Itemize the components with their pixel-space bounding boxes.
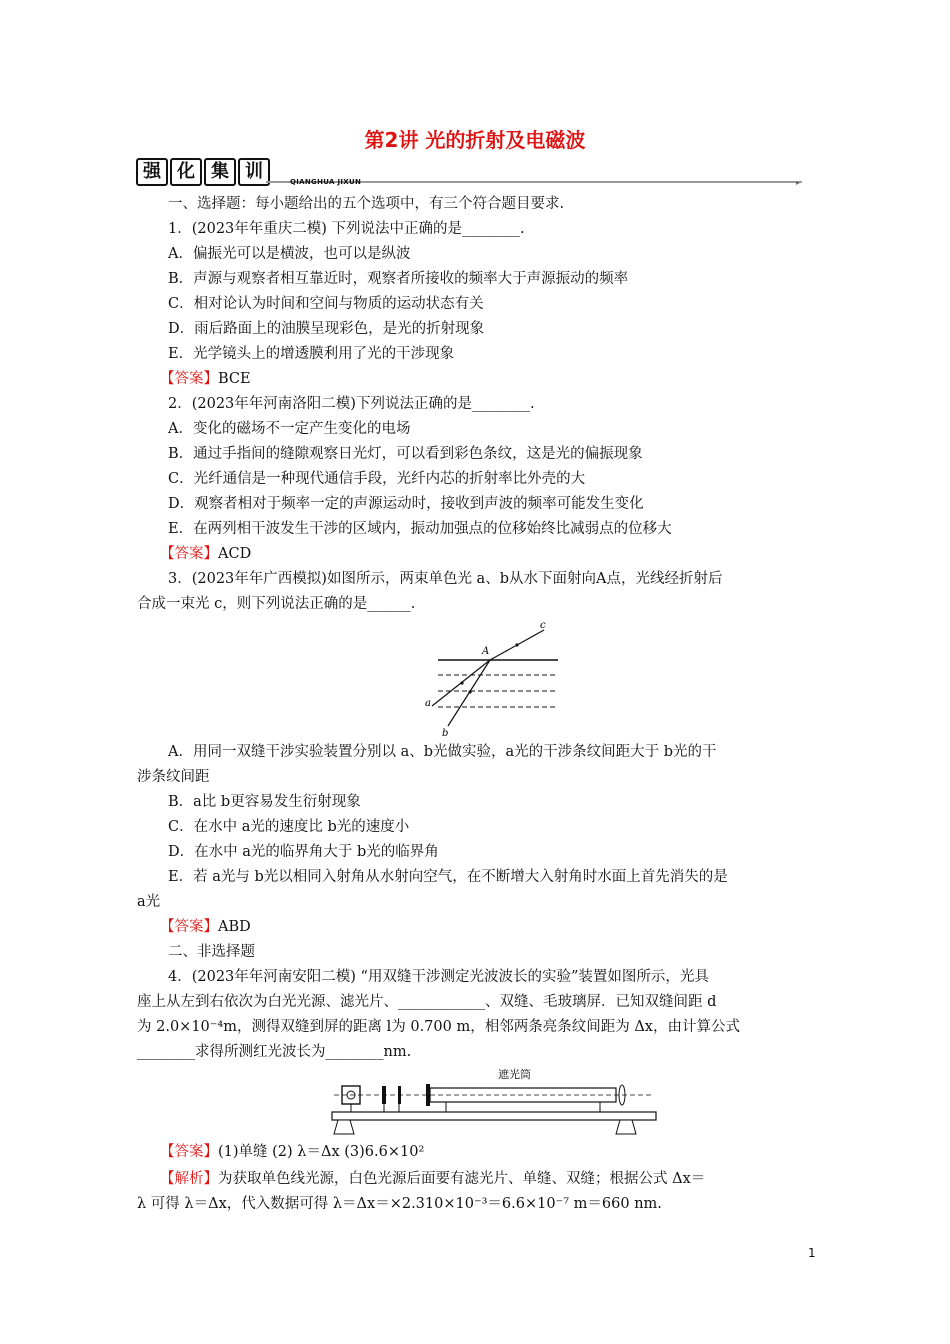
badge-char: 强	[136, 158, 168, 186]
answer-line	[160, 369, 251, 389]
label-a: a	[425, 698, 431, 709]
answer-value: ACD	[218, 546, 252, 562]
label-b: b	[442, 728, 449, 739]
answer-line	[160, 1142, 424, 1162]
section-heading: 一、选择题：每小题给出的五个选项中，有三个符合题目要求.	[168, 196, 565, 212]
question-stem: 4．(2023年年河南安阳二模) “用双缝干涉测定光波波长的实验”装置如图所示，光具	[168, 969, 709, 985]
option: D．观察者相对于频率一定的声源运动时，接收到声波的频率可能发生变化	[168, 496, 644, 512]
badge-char: 集	[204, 158, 236, 186]
option: E．若 a光与 b光以相同入射角从水射向空气，在不断增大入射角时水面上首先消失的是	[168, 869, 728, 885]
answer-tag: 【答案】	[160, 1144, 218, 1160]
question-stem-cont: 为 2.0×10⁻⁴m，测得双缝到屏的距离 l为 0.700 m，相邻两条亮条纹间距为 Δx，由计算公式	[137, 1019, 740, 1035]
badge-char: 化	[170, 158, 202, 186]
optical-bench	[332, 1112, 656, 1120]
answer-value: ABD	[218, 919, 251, 935]
answer-tag: 【答案】	[160, 371, 218, 387]
answer-tag: 【答案】	[160, 546, 218, 562]
analysis-tag: 【解析】	[160, 1171, 218, 1187]
option: B．a比 b更容易发生衍射现象	[168, 794, 361, 810]
option: D．在水中 a光的临界角大于 b光的临界角	[168, 844, 439, 860]
analysis-cont: λ 可得 λ＝Δx，代入数据可得 λ＝Δx＝×2.310×10⁻³＝6.6×10⁻⁷ m＝660 nm.	[137, 1196, 662, 1212]
tube-label: 遮光筒	[498, 1068, 531, 1081]
arrow-dot	[468, 690, 471, 693]
page-title: 第2讲 光的折射及电磁波	[364, 128, 586, 152]
section-heading: 二、非选择题	[168, 944, 255, 960]
option: B．通过手指间的缝隙观察日光灯，可以看到彩色条纹，这是光的偏振现象	[168, 446, 643, 462]
option: C．光纤通信是一种现代通信手段，光纤内芯的折射率比外壳的大	[168, 471, 586, 487]
label-A: A	[482, 646, 490, 657]
option-cont: 涉条纹间距	[137, 769, 210, 785]
double-slit-apparatus-figure	[330, 1064, 660, 1140]
badge-char: 训	[238, 158, 270, 186]
bench-leg	[334, 1120, 354, 1134]
arrow-icon: ▸	[796, 178, 801, 187]
answer-tag: 【答案】	[160, 919, 218, 935]
option: A．用同一双缝干涉实验装置分别以 a、b光做实验，a光的干涉条纹间距大于 b光的干	[168, 744, 717, 760]
arrow-dot	[515, 643, 518, 646]
analysis-text: 为获取单色线光源，白色光源后面要有滤光片、单缝、双缝；根据公式 Δx＝	[218, 1171, 706, 1187]
option-cont: a光	[137, 894, 161, 910]
answer-value: BCE	[218, 371, 251, 387]
answer-line	[160, 544, 251, 564]
refraction-figure	[420, 618, 570, 740]
question-stem: 3．(2023年年广西模拟)如图所示，两束单色光 a、b从水下面射向A点，光线经折射后	[168, 571, 723, 587]
option: C．相对论认为时间和空间与物质的运动状态有关	[168, 296, 484, 312]
option: E．在两列相干波发生干涉的区域内，振动加强点的位移始终比减弱点的位移大	[168, 521, 672, 537]
option: E．光学镜头上的增透膜利用了光的干涉现象	[168, 346, 455, 362]
question-stem-cont: 座上从左到右依次为白光光源、滤光片、____________、双缝、毛玻璃屏．已知双缝间距 d	[137, 994, 717, 1010]
page-number: 1	[808, 1246, 816, 1260]
option: A．变化的磁场不一定产生变化的电场	[168, 421, 411, 437]
analysis-line	[160, 1169, 705, 1189]
label-c: c	[540, 620, 546, 631]
option: D．雨后路面上的油膜呈现彩色，是光的折射现象	[168, 321, 485, 337]
question-stem-cont: ________求得所测红光波长为________nm.	[137, 1044, 412, 1060]
option: A．偏振光可以是横波，也可以是纵波	[168, 246, 411, 262]
bench-leg	[616, 1120, 636, 1134]
badge-subtitle: QIANGHUA JIXUN	[290, 178, 362, 186]
section-badge	[136, 158, 272, 186]
option: B．声源与观察者相互靠近时，观察者所接收的频率大于声源振动的频率	[168, 271, 629, 287]
arrow-dot	[460, 681, 463, 684]
answer-line	[160, 917, 251, 937]
question-stem: 2．(2023年年河南洛阳二模)下列说法正确的是________.	[168, 396, 535, 412]
question-stem: 1．(2023年年重庆二模) 下列说法中正确的是________.	[168, 221, 525, 237]
answer-value: (1)单缝 (2) λ＝Δx (3)6.6×10²	[218, 1144, 425, 1160]
option: C．在水中 a光的速度比 b光的速度小	[168, 819, 410, 835]
question-stem-cont: 合成一束光 c，则下列说法正确的是______.	[137, 596, 416, 612]
